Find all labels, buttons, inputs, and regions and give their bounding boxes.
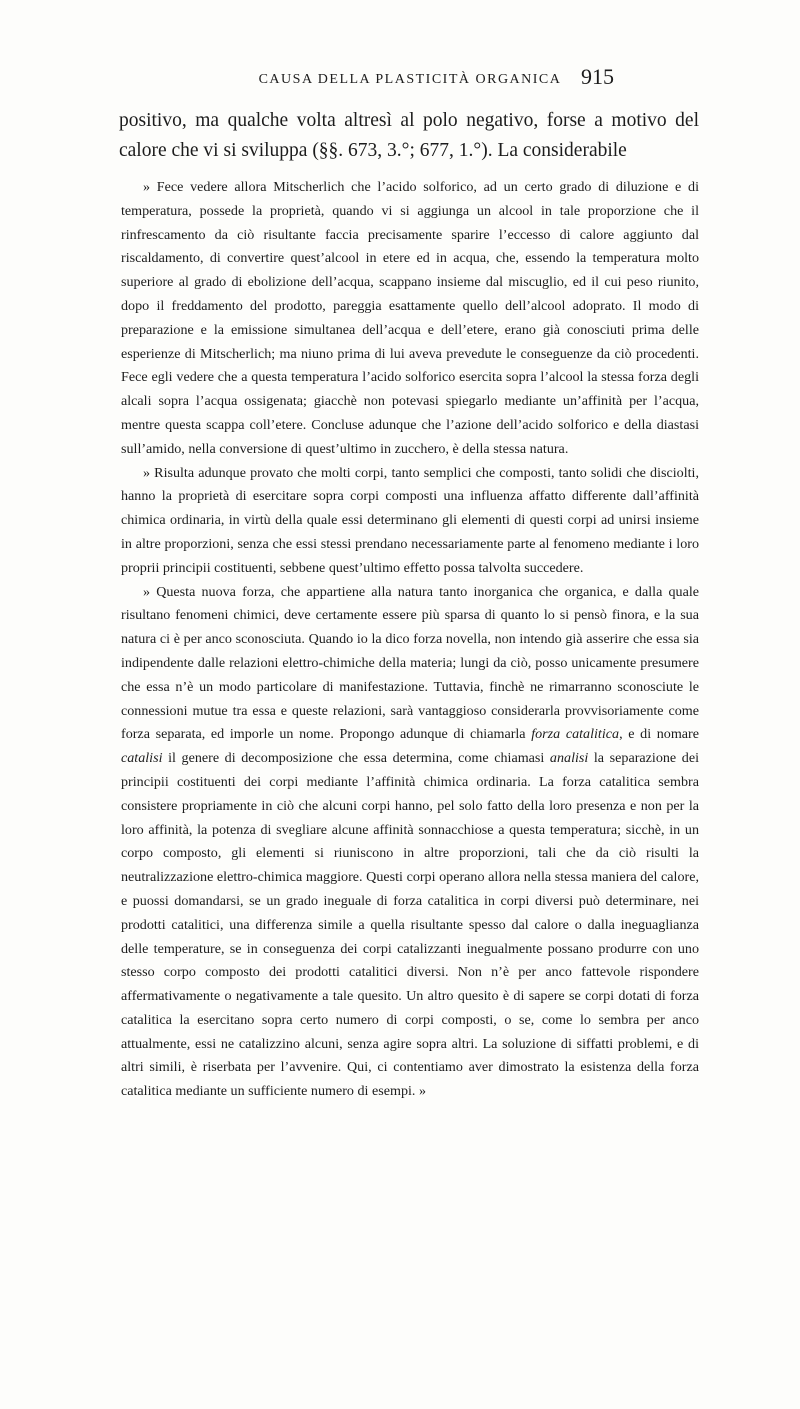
italic-term: forza catalitica (531, 726, 620, 743)
paragraph (121, 176, 699, 462)
page-number: 915 (581, 64, 614, 89)
continuation-text: positivo, ma qualche volta altresì al polo negativo, forse a motivo del calore che vi si sviluppa (§§. 673, 3.°; 677, 1.°). La considerabile (119, 110, 699, 161)
paragraph (121, 581, 699, 1105)
running-head: CAUSA DELLA PLASTICITÀ ORGANICA (258, 72, 562, 87)
paragraph-text: il genere di decomposizione che essa determina, come chiamasi (162, 750, 550, 767)
paragraph-text: la separazione dei principii costituenti dei corpi mediante l’affinità chimica ordinaria. La forza catalitica sembra consistere propriamente in ciò che alcuni corpi hanno, pel solo fatto della loro presenza e non per la loro affinità, la potenza di svegliare alcune affinità sonnacchiose a questa temperatura; sicchè, in un corpo composto, gli elementi si riuniscono in altre proporzioni, tali che da ciò risulti la neutralizzazione elettro-chimica maggiore. Questi corpi operano allora nella stessa maniera del calore, e puossi domandarsi, se un grado ineguale di forza catalitica in corpi diversi può determinare, nei prodotti catalitici, una differenza simile a quella risultante spesso dal calore o dalla ineguaglianza delle temperature, se in conseguenza dei corpi catalizzanti inegualmente possano produrre con uno stesso corpo composto dei prodotti catalitici diversi. Non n’è per anco fattevole rispondere affermativamente o negativamente a tale quesito. Un altro quesito è di sapere se corpi dotati di forza catalitica la esercitano sopra certo numero di corpi composti, o se, come lo sembra per anco attualmente, essi ne catalizzino alcuni, senza agire sopra altri. La soluzione di siffatti problemi, e di altri simili, è riserbata per l’avvenire. Qui, ci contentiamo aver dimostrato la esistenza della forza catalitica mediante un sufficiente numero di esempi. » (121, 750, 699, 1100)
paragraph (121, 462, 699, 581)
italic-term: analisi (549, 750, 589, 767)
italic-term: catalisi (121, 750, 163, 767)
paragraph-text: » Fece vedere allora Mitscherlich che l’acido solforico, ad un certo grado di diluzione e di temperatura, possede la proprietà, quando vi si aggiunga un alcool in tale proporzione che il rinfrescamento da ciò risultante faccia precisamente sparire l’eccesso di calore aggiunto dal riscaldamento, di convertire quest’alcool in etere ed in acqua, che, essendo la temperatura molto superiore al grado di ebolizione dell’acqua, scappano insieme dal miscuglio, ed il cui peso riunito, dopo il freddamento del prodotto, pareggia esattamente quello dell’alcool adoprato. Il modo di preparazione e la emissione simultanea dell’acqua e dell’etere, erano già conosciuti prima delle esperienze di Mitscherlich; ma niuno prima di lui aveva prevedute le conseguenze da ciò procedenti. Fece egli vedere che a questa temperatura l’acido solforico esercita sopra l’alcool la stessa forza degli alcali sopra l’acqua ossigenata; giacchè non potevasi spiegarlo mediante un’affinità per l’acqua, mentre questa scappa coll’etere. Concluse adunque che l’azione dell’acido solforico e della diastasi sull’amido, nella conversione di quest’ultimo in zucchero, è della stessa natura. (121, 179, 699, 457)
paragraph-text: » Risulta adunque provato che molti corpi, tanto semplici che composti, tanto solidi che disciolti, hanno la proprietà di esercitare sopra corpi composti una influenza affatto differente dall’affinità chimica ordinaria, in virtù della quale essi determinano gli elementi di questi corpi ad unirsi insieme in altre proporzioni, senza che essi stessi prendano necessariamente parte al fenomeno mediante i loro proprii principii costituenti, sebbene quest’ultimo effetto possa talvolta succedere. (121, 464, 699, 576)
quoted-passage (121, 176, 699, 1104)
paragraph-text: , e di nomare (619, 726, 700, 743)
paragraph-text: » Questa nuova forza, che appartiene alla natura tanto inorganica che organica, e dalla quale risultano fenomeni chimici, deve certamente essere più sparsa di quanto lo si pensò finora, e la sua natura ci è per anco sconosciuta. Quando io la dico forza novella, non intendo già asserire che essa sia indipendente dalle relazioni elettro-chimiche della materia; lungi da ciò, posso unicamente presumere che essa n’è un modo particolare di manifestazione. Tuttavia, finchè ne rimarranno sconosciute le connessioni mutue tra essa e queste relazioni, sarà vantaggioso considerarla provvisoriamente come forza separata, ed imporle un nome. Propongo adunque di chiamarla (121, 583, 699, 743)
